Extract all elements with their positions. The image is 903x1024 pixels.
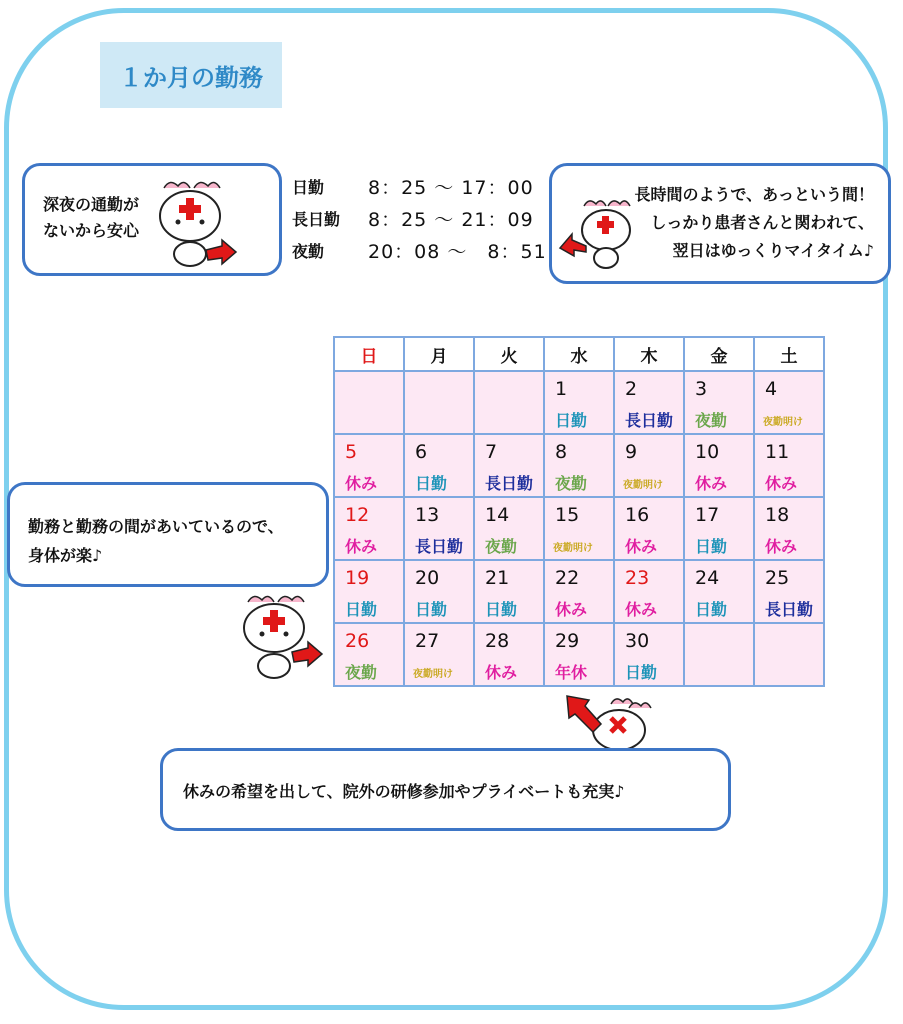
tiger-mascot-icon [556,196,636,272]
shift-label: 夜勤 [345,663,378,682]
shift-label: 休み [625,600,658,619]
calendar-day-cell [545,498,615,561]
weekday-header: 火 [475,338,545,372]
weekday-header: 月 [405,338,475,372]
shift-label: 日勤 [625,663,658,682]
shift-label: 長日勤 [765,600,814,619]
calendar-day-cell [755,435,825,498]
hours-time: 8：25 ～ 21：09 [368,208,534,231]
day-number: 16 [625,504,650,526]
tiger-mascot-icon [238,592,338,684]
day-number: 28 [485,630,510,652]
hours-name: 夜勤 [292,241,325,261]
shift-hours [292,170,547,266]
shift-label: 休み [485,663,518,682]
day-number: 2 [625,378,638,400]
day-number: 7 [485,441,498,463]
calendar-day-cell [475,498,545,561]
day-number: 5 [345,441,358,463]
hours-name: 長日勤 [292,209,341,229]
day-number: 3 [695,378,708,400]
hours-row-night [292,234,547,266]
day-number: 12 [345,504,370,526]
day-number: 6 [415,441,428,463]
bubble-line: 勤務と勤務の間があいているので、 [28,517,284,536]
page-title: １か月の勤務 [119,63,263,92]
day-number: 8 [555,441,568,463]
calendar-day-cell [615,372,685,435]
calendar-day-cell [615,498,685,561]
hours-row-day [292,170,547,202]
day-number: 24 [695,567,720,589]
calendar-day-cell [755,498,825,561]
title-box [100,42,282,108]
shift-label: 夜勤 [485,537,518,556]
calendar-day-cell [615,561,685,624]
calendar-day-cell [685,498,755,561]
day-number: 25 [765,567,790,589]
shift-label: 長日勤 [625,411,674,430]
calendar-day-cell [615,624,685,687]
calendar-day-cell [755,561,825,624]
shift-label: 日勤 [415,600,448,619]
day-number: 15 [555,504,580,526]
calendar-day-cell [475,624,545,687]
shift-label: 日勤 [345,600,378,619]
calendar-day-cell [685,561,755,624]
shift-label: 休み [345,474,378,493]
shift-label: 年休 [555,663,588,682]
tiger-mascot-icon [553,692,653,748]
day-number: 19 [345,567,370,589]
day-number: 10 [695,441,720,463]
day-number: 29 [555,630,580,652]
hours-time: 20：08 ～ 8：51 [368,240,547,263]
calendar-day-cell [685,435,755,498]
calendar-day-cell [405,624,475,687]
shift-label: 日勤 [695,537,728,556]
weekday-header: 木 [615,338,685,372]
weekday-header: 金 [685,338,755,372]
hours-time: 8：25 ～ 17：00 [368,176,534,199]
shift-label: 休み [695,474,728,493]
shift-label: 夜勤明け [763,417,803,428]
calendar-day-cell [405,561,475,624]
bubble-line: 休みの希望を出して、院外の研修参加やプライベートも充実♪ [183,782,625,801]
calendar-day-cell [335,624,405,687]
day-number: 18 [765,504,790,526]
day-number: 1 [555,378,568,400]
shift-label: 日勤 [555,411,588,430]
bubble-line: 身体が楽♪ [28,545,103,565]
calendar-day-cell [335,435,405,498]
day-number: 27 [415,630,440,652]
calendar-day-cell [405,372,475,435]
calendar-day-cell [545,435,615,498]
day-number: 26 [345,630,370,652]
shift-label: 夜勤明け [413,669,453,680]
calendar-day-cell [755,624,825,687]
shift-label: 休み [555,600,588,619]
shift-label: 休み [765,474,798,493]
monthly-calendar [333,336,825,687]
calendar-day-cell [335,498,405,561]
bubble-line: しっかり患者さんと関われて、 [650,213,874,232]
shift-label: 日勤 [485,600,518,619]
speech-bubble-rest [7,482,329,587]
weekday-header: 水 [545,338,615,372]
shift-label: 長日勤 [415,537,464,556]
calendar-day-cell [685,624,755,687]
calendar-day-cell [405,435,475,498]
shift-label: 夜勤明け [553,543,593,554]
shift-label: 休み [765,537,798,556]
calendar-day-cell [545,624,615,687]
bubble-line: 翌日はゆっくりマイタイム♪ [672,241,874,260]
day-number: 11 [765,441,790,463]
shift-label: 夜勤 [555,474,588,493]
calendar-day-cell [335,372,405,435]
calendar-day-cell [475,561,545,624]
shift-label: 日勤 [415,474,448,493]
calendar-day-cell [685,372,755,435]
calendar-day-cell [475,435,545,498]
day-number: 13 [415,504,440,526]
shift-label: 日勤 [695,600,728,619]
tiger-mascot-icon [150,178,250,270]
shift-label: 夜勤 [695,411,728,430]
bubble-line: 深夜の通勤が [43,195,140,214]
bubble-line: ないから安心 [43,220,140,240]
weekday-header: 日 [335,338,405,372]
shift-label: 休み [625,537,658,556]
day-number: 4 [765,378,778,400]
calendar-day-cell [405,498,475,561]
day-number: 30 [625,630,650,652]
shift-label: 休み [345,537,378,556]
calendar-day-cell [615,435,685,498]
hours-name: 日勤 [292,177,325,197]
shift-label: 夜勤明け [623,480,663,491]
hours-row-long-day [292,202,547,234]
weekday-header: 土 [755,338,825,372]
day-number: 21 [485,567,510,589]
calendar-day-cell [755,372,825,435]
day-number: 22 [555,567,580,589]
day-number: 23 [625,567,650,589]
calendar-day-cell [475,372,545,435]
calendar-day-cell [545,372,615,435]
day-number: 9 [625,441,638,463]
calendar-day-cell [545,561,615,624]
calendar-day-cell [335,561,405,624]
speech-bubble-holiday [160,748,731,831]
shift-label: 長日勤 [485,474,534,493]
bubble-line: 長時間のようで、あっという間！ [634,185,874,204]
day-number: 17 [695,504,720,526]
day-number: 20 [415,567,440,589]
day-number: 14 [485,504,510,526]
